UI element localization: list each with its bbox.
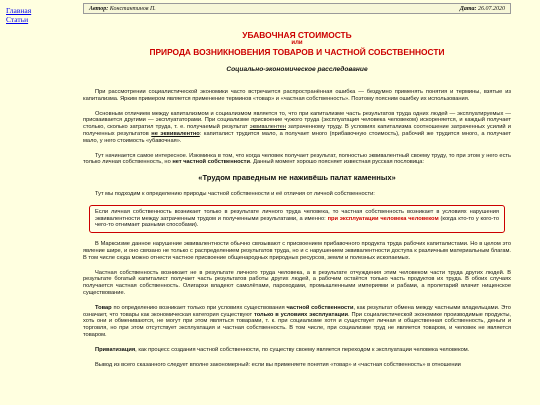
paragraph-7: Товар по определению возникает только при условиях существования частной собственности, как результат обмена между частными владельцами. Это означает, что товары как экономическая категория существуют только в условиях эксплуатации. При социалистической экономике производимые продукты, хоть они и обмениваются, не могут при этом являться товарами, т. к. при социализме хотя и существует личная и общественная собственность, деньги и торговля, но при этом отсутствует эксплуатация и частная собственность. В том числе, при социализме труд не является товаром, и человек не является товаром.	[83, 304, 511, 338]
paragraph-4: Тут мы подходим к определению природы частной собственности и её отличия от личной собственности:	[95, 190, 375, 197]
nav-link-home[interactable]: Главная	[6, 6, 32, 15]
author-info	[89, 6, 156, 12]
title-line-1: УБАВОЧНАЯ СТОИМОСТЬ	[242, 30, 352, 40]
article-subtitle: Социально-экономическое расследование	[226, 66, 368, 73]
title-line-3: ПРИРОДА ВОЗНИКНОВЕНИЯ ТОВАРОВ И ЧАСТНОЙ СОБСТВЕННОСТИ	[149, 47, 445, 57]
date-label: Дата:	[459, 5, 477, 12]
highlight-text: при эксплуатации человека человеком	[327, 215, 439, 222]
article	[83, 3, 511, 405]
proverb-quote: «Трудом праведным не наживёшь палат каменных»	[198, 173, 396, 183]
side-navigation	[6, 6, 31, 24]
definition-box: Если личная собственность возникает только в результате личного труда человека, то частная собственность возникает в условиях нарушения эквивалентности между затраченным трудом и полученными результатами, а именно: при эксплуатации человека человеком (когда кто-то у кого-то чего-то отнимает разными способами).	[89, 205, 505, 233]
nav-link-articles[interactable]: Статьи	[6, 15, 29, 24]
underlined-bold-term: не эквивалентно	[151, 130, 200, 137]
paragraph-2: Основным отличием между капитализмом и социализмом является то, что при капитализме часть результатов труда одних людей — эксплуатируемых — присваивается другими — эксплуататорами. При социализме присвоение чужого труда (эксплуатация человека человеком) искореняется, и каждый получает столько, сколько затратил труда, т. е. получаемый результат эквивалентен затраченному труду. В условиях капитализма соотношение затраченных усилий и полученных результатов не эквивалентно: капиталист трудится мало, а получает много (прибавочную стоимость), рабочий же трудится много, а получает мало, у него стоимость «убавочная».	[83, 110, 511, 144]
article-body	[83, 89, 511, 368]
paragraph-8: Приватизация, как процесс создания частной собственности, по существу своему является переходом к эксплуатации человека человеком.	[95, 346, 470, 353]
author-name: Константинов П.	[109, 5, 156, 12]
paragraph-9: Вывод из всего сказанного следует вполне закономерный: если вы применяете понятия «товар» и «частная собственность» в отношении	[95, 361, 461, 368]
paragraph-1: При рассмотрении социалистической экономики часто встречается распространённая ошибка — бездумно применять понятия и термины, взятые из капитализма. Ярким примером является применение терминов «товар» и «частная собственность». Поэтому поясним ошибку их использования.	[83, 89, 511, 102]
author-label: Автор:	[89, 5, 109, 12]
bold-term: нет частной собственности	[172, 159, 250, 166]
paragraph-6: Частная собственность возникает не в результате личного труда человека, а в результате отчуждения этим человеком части труда других людей. В результате богатый капиталист получает часть результатов работы других людей, а рабочим остаётся только часть продуктов их труда. В обоих случаях получается частная собственность. Олигархи владеют самолётами, пароходами, промышленными империями и рабами, а пролетарий влачит нищенское существование.	[83, 269, 511, 296]
paragraph-3: Тут начинается самое интересное. Изюминка в том, что когда человек получает результат, полностью эквивалентный своему труду, то при этом у него есть только личная собственность, но нет частной собственности. Данный момент хорошо поясняет известная русская пословица:	[83, 152, 511, 166]
title-line-2: или	[291, 40, 303, 46]
article-header	[83, 3, 511, 14]
date-info	[460, 6, 505, 12]
paragraph-5: В Марксизме данное нарушение эквивалентности обычно связывают с присвоением прибавочного продукта труда рабочих капиталистами. Но в целом это явление шире, и оно связано не только с распределением результатов труда, но и с нарушением эквивалентности доступа к различным материальным благам. В том числе сюда можно отнести частное присвоение общенародных природных ресурсов, земли и полезных ископаемых.	[83, 241, 511, 261]
underlined-term: эквивалентен	[249, 124, 286, 131]
date-value: 26.07.2020	[478, 5, 505, 12]
article-title	[83, 30, 511, 57]
